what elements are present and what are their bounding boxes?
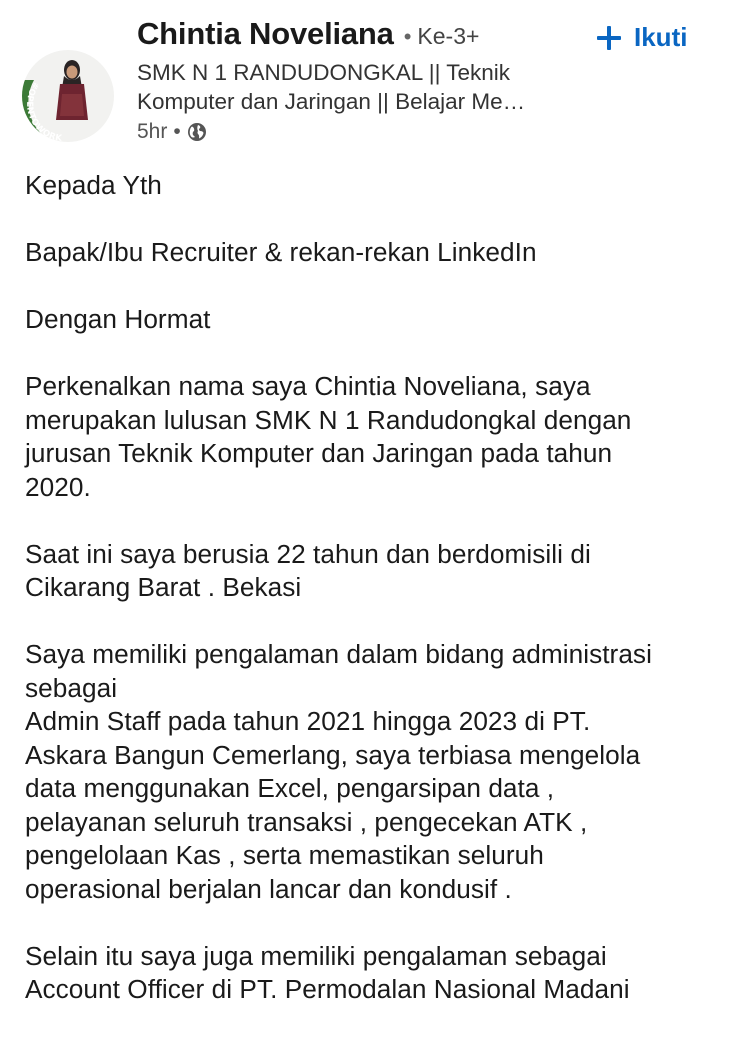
meta-separator: •	[173, 120, 181, 143]
post-time: 5hr	[137, 120, 168, 143]
post-paragraph: Saya memiliki pengalaman dalam bidang administrasi sebagai Admin Staff pada tahun 2021 hingga 2023 di PT. Askara Bangun Cemerlang, saya terbiasa mengelola data menggunakan Excel, pengarsipan data , pelayanan seluruh transaksi , pengecekan ATK , pengelolaan Kas , serta memastikan seluruh operasional berjalan lancar dan kondusif .	[25, 639, 652, 904]
follow-label: Ikuti	[634, 22, 688, 52]
author-headline: SMK N 1 RANDUDONGKAL || Teknik Komputer dan Jaringan || Belajar Me…	[137, 60, 526, 114]
post-paragraph: Kepada Yth	[25, 170, 162, 200]
name-row	[137, 16, 597, 52]
svg-text:#OPENTOWORK: #OPENTOWORK	[24, 79, 63, 142]
post-meta	[137, 120, 597, 144]
post-paragraph: Perkenalkan nama saya Chintia Noveliana, saya merupakan lulusan SMK N 1 Randudongkal dengan jurusan Teknik Komputer dan Jaringan pada tahun 2020.	[25, 371, 632, 502]
connection-degree: Ke-3+	[417, 23, 480, 49]
avatar-image	[22, 50, 114, 142]
author-block	[137, 16, 597, 144]
post-paragraph: Saat ini saya berusia 22 tahun dan berdomisili di Cikarang Barat . Bekasi	[25, 538, 591, 602]
post-paragraph: Selain itu saya juga memiliki pengalaman sebagai Account Officer di PT. Permodalan Nasional Madani	[25, 940, 630, 1004]
separator-dot: •	[403, 24, 412, 49]
plus-icon	[596, 25, 622, 51]
avatar[interactable]	[22, 50, 114, 142]
post-body	[25, 169, 735, 1040]
post-paragraph: Bapak/Ibu Recruiter & rekan-rekan LinkedIn	[25, 237, 537, 267]
post-paragraph: Dengan Hormat	[25, 304, 211, 334]
follow-button[interactable]	[596, 22, 687, 53]
post-header	[0, 0, 750, 150]
globe-icon	[187, 122, 207, 142]
author-name[interactable]: Chintia Noveliana	[137, 16, 394, 51]
